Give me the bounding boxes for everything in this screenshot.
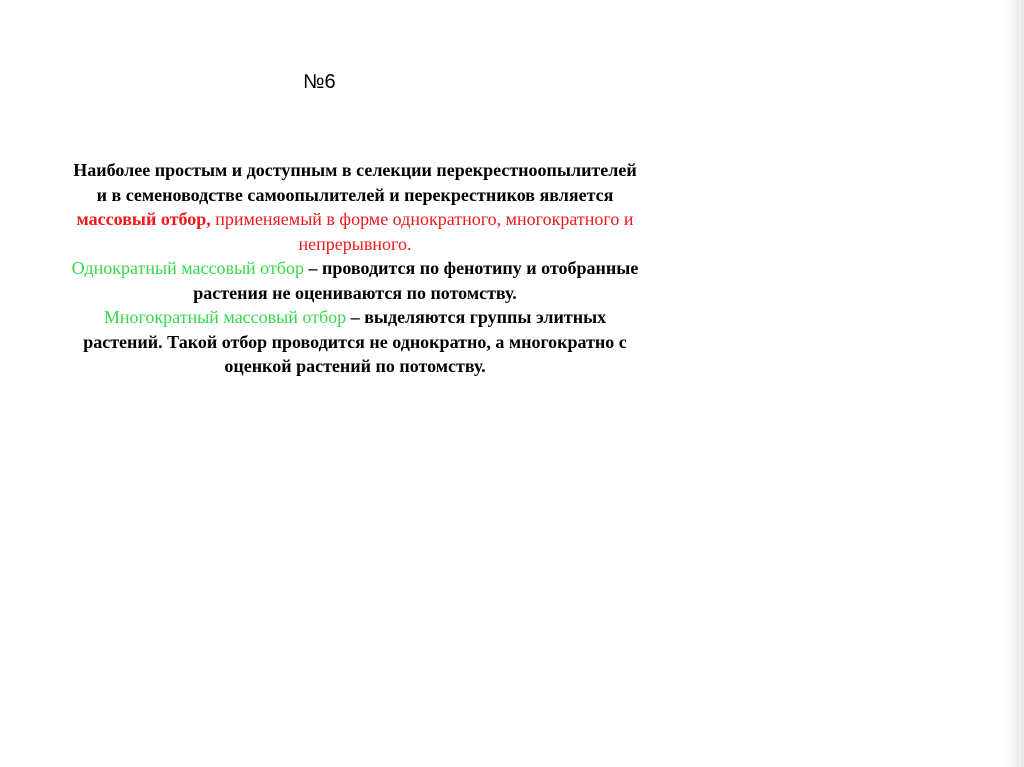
term-mass-selection: массовый отбор [76,209,207,229]
paragraph-1-forms: применяемый в форме однократного, многократного и непрерывного. [210,209,634,254]
term-mass-selection-comma: , [206,209,211,229]
slide-edge-line [1017,0,1018,767]
definition-multiple-mass-selection: – выделяются группы элитных растений. Такой отбор проводится не однократно, а многократно с оценкой растений по потомству. [83,307,627,376]
slide-number: №6 [303,71,336,93]
paragraph-mass-selection [70,158,640,256]
term-multiple-mass-selection: Многократный массовый отбор [103,307,347,327]
definition-single-mass-selection: – проводится по фенотипу и отобранные растения не оцениваются по потомству. [193,258,639,303]
term-single-mass-selection: Однократный массовый отбор [71,258,304,278]
slide-edge-shadow [1002,0,1024,767]
paragraph-single-selection [70,256,640,305]
paragraph-multiple-selection [70,305,640,379]
paragraph-1-intro: Наиболее простым и доступным в селекции перекрестноопылителей и в семеноводстве самоопылителей и перекрестников является [73,160,637,205]
slide-body [70,158,640,379]
